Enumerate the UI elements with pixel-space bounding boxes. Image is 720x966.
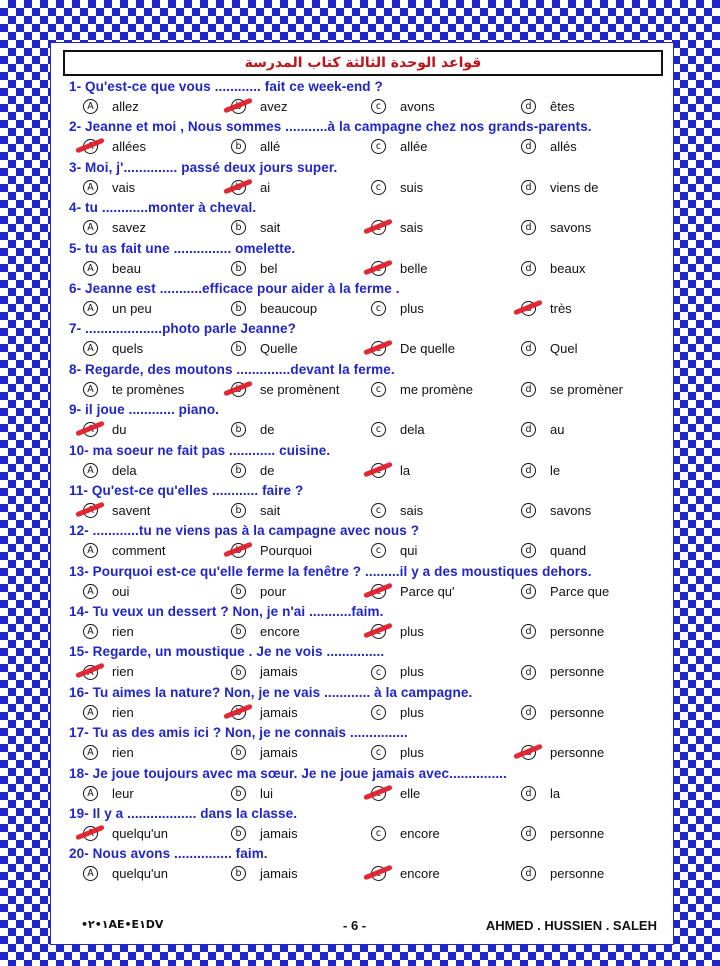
question-item bbox=[69, 158, 665, 198]
option-text: comment bbox=[112, 543, 166, 559]
question-stem: 5- tu as fait une ............... omelette. bbox=[69, 240, 296, 256]
answer-option[interactable] bbox=[521, 622, 604, 641]
option-letter-circle: A bbox=[83, 705, 98, 720]
answer-options bbox=[69, 783, 665, 804]
option-text: personne bbox=[550, 624, 605, 640]
option-letter-circle: A bbox=[83, 786, 98, 801]
option-letter-circle: d bbox=[521, 261, 536, 276]
option-text: plus bbox=[400, 745, 424, 761]
option-text: dela bbox=[400, 422, 425, 438]
answer-option[interactable] bbox=[521, 137, 577, 156]
answer-option[interactable] bbox=[371, 501, 423, 520]
option-letter-circle: c bbox=[371, 503, 386, 518]
option-text: Parce que bbox=[550, 583, 610, 599]
answer-options bbox=[69, 258, 665, 279]
question-item bbox=[69, 400, 665, 440]
answer-options bbox=[69, 863, 665, 884]
answer-options bbox=[69, 419, 665, 440]
option-letter-circle: d bbox=[521, 220, 536, 235]
option-text: ai bbox=[260, 179, 271, 195]
option-text: personne bbox=[550, 866, 605, 882]
worksheet-title: قواعد الوحدة الثالثة كتاب المدرسة bbox=[63, 50, 663, 76]
option-text: quelqu'un bbox=[112, 826, 168, 842]
option-text: lui bbox=[260, 785, 274, 801]
option-text: savons bbox=[550, 220, 592, 236]
question-item bbox=[69, 521, 665, 561]
answer-option[interactable] bbox=[231, 259, 277, 278]
option-text: jamais bbox=[260, 826, 298, 842]
answer-options bbox=[69, 338, 665, 359]
option-text: se promènent bbox=[260, 381, 340, 397]
answer-option[interactable] bbox=[231, 703, 298, 722]
option-text: de bbox=[260, 422, 275, 438]
answer-option[interactable] bbox=[371, 662, 424, 681]
option-letter-circle: c bbox=[371, 705, 386, 720]
option-text: Parce qu' bbox=[400, 583, 455, 599]
option-text: allez bbox=[112, 99, 139, 114]
option-text: avez bbox=[260, 99, 288, 114]
answer-option[interactable] bbox=[521, 339, 577, 358]
answer-option[interactable] bbox=[231, 218, 280, 237]
answer-option[interactable] bbox=[371, 137, 427, 156]
option-text: plus bbox=[400, 300, 424, 316]
answer-option[interactable] bbox=[521, 218, 591, 237]
answer-option[interactable] bbox=[231, 824, 298, 843]
option-text: se promèner bbox=[550, 381, 623, 397]
answer-options bbox=[69, 823, 665, 844]
option-letter-circle: A bbox=[83, 382, 98, 397]
question-stem: 17- Tu as des amis ici ? Non, je ne connais ............... bbox=[69, 725, 408, 741]
question-item bbox=[69, 562, 665, 602]
answer-option[interactable] bbox=[371, 743, 424, 762]
option-letter-circle: b bbox=[231, 786, 246, 801]
option-letter-circle: d bbox=[521, 503, 536, 518]
option-text: jamais bbox=[260, 704, 298, 720]
question-stem: 3- Moi, j'.............. passé deux jours super. bbox=[69, 159, 338, 175]
option-text: dela bbox=[112, 462, 137, 478]
answer-option[interactable] bbox=[83, 864, 168, 883]
option-text: qui bbox=[400, 543, 418, 559]
option-text: un peu bbox=[112, 300, 152, 316]
question-stem: 15- Regarde, un moustique . Je ne vois ............... bbox=[69, 644, 385, 660]
answer-option[interactable] bbox=[83, 299, 152, 318]
option-text: suis bbox=[400, 179, 424, 195]
question-item bbox=[69, 602, 665, 642]
option-text: du bbox=[112, 422, 127, 438]
option-letter-circle: c bbox=[371, 826, 386, 841]
author-name: AHMED . HUSSIEN . SALEH bbox=[485, 918, 657, 933]
answer-option[interactable] bbox=[521, 299, 572, 318]
question-item bbox=[69, 77, 665, 117]
option-letter-circle: c bbox=[371, 382, 386, 397]
option-letter-circle: b bbox=[231, 301, 246, 316]
question-item bbox=[69, 279, 665, 319]
answer-option[interactable] bbox=[371, 864, 440, 883]
option-letter-circle: d bbox=[521, 584, 536, 599]
option-letter-circle: d bbox=[521, 624, 536, 639]
option-text: jamais bbox=[260, 664, 298, 680]
answer-option[interactable] bbox=[521, 864, 604, 883]
option-letter-circle: A bbox=[83, 543, 98, 558]
option-text: allée bbox=[400, 139, 428, 155]
answer-option[interactable] bbox=[83, 582, 129, 601]
answer-option[interactable] bbox=[521, 259, 585, 278]
question-item bbox=[69, 642, 665, 682]
option-text: savons bbox=[550, 502, 592, 518]
option-letter-circle: b bbox=[231, 745, 246, 760]
answer-option[interactable] bbox=[83, 784, 134, 803]
option-letter-circle: d bbox=[521, 786, 536, 801]
answer-option[interactable] bbox=[83, 622, 134, 641]
answer-option[interactable] bbox=[371, 259, 427, 278]
option-letter-circle: d bbox=[521, 543, 536, 558]
option-letter-circle: A bbox=[83, 866, 98, 881]
answer-options bbox=[69, 661, 665, 682]
option-text: jamais bbox=[260, 745, 298, 761]
option-text: sais bbox=[400, 502, 424, 518]
option-text: jamais bbox=[260, 866, 298, 882]
option-text: allées bbox=[112, 139, 146, 155]
answer-option[interactable] bbox=[371, 339, 455, 358]
answer-option[interactable] bbox=[231, 864, 298, 883]
question-item bbox=[69, 844, 665, 884]
answer-option[interactable] bbox=[231, 420, 274, 439]
question-stem: 6- Jeanne est ...........efficace pour aider à la ferme . bbox=[69, 280, 400, 296]
option-letter-circle: A bbox=[83, 341, 98, 356]
question-stem: 18- Je joue toujours avec ma sœur. Je ne joue jamais avec............... bbox=[69, 765, 507, 781]
option-text: encore bbox=[400, 866, 440, 882]
option-text: rien bbox=[112, 745, 134, 761]
question-item bbox=[69, 481, 665, 521]
answer-option[interactable] bbox=[371, 299, 424, 318]
option-text: beaux bbox=[550, 260, 586, 276]
option-letter-circle: A bbox=[83, 463, 98, 478]
option-letter-circle: b bbox=[231, 826, 246, 841]
question-stem: 12- ............tu ne viens pas à la campagne avec nous ? bbox=[69, 523, 420, 539]
answer-option[interactable] bbox=[521, 824, 604, 843]
option-text: êtes bbox=[550, 99, 575, 114]
option-letter-circle: c bbox=[371, 301, 386, 316]
answer-options bbox=[69, 96, 665, 117]
answer-option[interactable] bbox=[371, 703, 424, 722]
question-item bbox=[69, 117, 665, 157]
option-text: te promènes bbox=[112, 381, 185, 397]
answer-option[interactable] bbox=[521, 582, 609, 601]
option-letter-circle: b bbox=[231, 422, 246, 437]
option-text: personne bbox=[550, 664, 605, 680]
option-letter-circle: b bbox=[231, 341, 246, 356]
answer-option[interactable] bbox=[83, 259, 141, 278]
answer-option[interactable] bbox=[371, 784, 420, 803]
option-text: quelqu'un bbox=[112, 866, 168, 882]
answer-option[interactable] bbox=[231, 461, 274, 480]
option-letter-circle: c bbox=[371, 422, 386, 437]
option-letter-circle: A bbox=[83, 220, 98, 235]
option-letter-circle: d bbox=[521, 382, 536, 397]
option-text: la bbox=[400, 462, 411, 478]
answer-options bbox=[69, 500, 665, 521]
question-stem: 19- Il y a .................. dans la classe. bbox=[69, 806, 298, 822]
option-letter-circle: d bbox=[521, 665, 536, 680]
option-letter-circle: d bbox=[521, 463, 536, 478]
option-text: la bbox=[550, 785, 561, 801]
answer-option[interactable] bbox=[231, 339, 298, 358]
question-item bbox=[69, 360, 665, 400]
option-text: savez bbox=[112, 220, 146, 236]
question-stem: 2- Jeanne et moi , Nous sommes ...........à la campagne chez nos grands-parents. bbox=[69, 119, 592, 135]
answer-option[interactable] bbox=[521, 178, 598, 197]
option-text: personne bbox=[550, 745, 605, 761]
option-text: encore bbox=[400, 826, 440, 842]
option-text: belle bbox=[400, 260, 428, 276]
question-stem: 4- tu ............monter à cheval. bbox=[69, 200, 257, 216]
option-letter-circle: b bbox=[231, 220, 246, 235]
option-letter-circle: b bbox=[231, 503, 246, 518]
option-text: De quelle bbox=[400, 341, 455, 357]
option-text: allé bbox=[260, 139, 281, 155]
option-text: très bbox=[550, 300, 572, 316]
option-text: viens de bbox=[550, 179, 599, 195]
question-stem: 16- Tu aimes la nature? Non, je ne vais ............ à la campagne. bbox=[69, 684, 473, 700]
option-letter-circle: b bbox=[231, 624, 246, 639]
question-stem: 8- Regarde, des moutons ..............devant la ferme. bbox=[69, 361, 395, 377]
option-text: beaucoup bbox=[260, 300, 318, 316]
answer-option[interactable] bbox=[83, 461, 137, 480]
option-letter-circle: A bbox=[83, 584, 98, 599]
option-text: vais bbox=[112, 179, 136, 195]
answer-option[interactable] bbox=[371, 622, 424, 641]
option-text: beau bbox=[112, 260, 141, 276]
option-letter-circle: d bbox=[521, 139, 536, 154]
answer-option[interactable] bbox=[371, 380, 473, 399]
option-letter-circle: A bbox=[83, 99, 98, 114]
option-letter-circle: b bbox=[231, 866, 246, 881]
option-text: plus bbox=[400, 704, 424, 720]
answer-options bbox=[69, 702, 665, 723]
option-letter-circle: c bbox=[371, 180, 386, 195]
answer-option[interactable] bbox=[521, 461, 560, 480]
question-item bbox=[69, 723, 665, 763]
answer-option[interactable] bbox=[521, 743, 604, 762]
answer-option[interactable] bbox=[521, 380, 623, 399]
question-stem: 7- ....................photo parle Jeanne? bbox=[69, 321, 296, 337]
option-text: rien bbox=[112, 664, 134, 680]
answer-option[interactable] bbox=[231, 582, 286, 601]
answer-option[interactable] bbox=[83, 97, 139, 116]
worksheet-page bbox=[50, 42, 674, 945]
answer-option[interactable] bbox=[521, 784, 560, 803]
answer-option[interactable] bbox=[83, 824, 168, 843]
answer-option[interactable] bbox=[521, 501, 591, 520]
answer-option[interactable] bbox=[231, 541, 312, 560]
option-text: rien bbox=[112, 624, 134, 640]
answer-option[interactable] bbox=[231, 662, 298, 681]
answer-option[interactable] bbox=[371, 461, 410, 480]
question-item bbox=[69, 319, 665, 359]
option-text: me promène bbox=[400, 381, 473, 397]
answer-option[interactable] bbox=[371, 824, 440, 843]
option-text: savent bbox=[112, 502, 151, 518]
option-letter-circle: d bbox=[521, 180, 536, 195]
option-text: plus bbox=[400, 624, 424, 640]
option-letter-circle: c bbox=[371, 745, 386, 760]
option-text: rien bbox=[112, 704, 134, 720]
option-text: plus bbox=[400, 664, 424, 680]
page-number: - 6 - bbox=[343, 918, 367, 933]
option-text: sait bbox=[260, 502, 281, 518]
answer-option[interactable] bbox=[83, 501, 150, 520]
option-text: allés bbox=[550, 139, 577, 155]
option-letter-circle: A bbox=[83, 745, 98, 760]
answer-option[interactable] bbox=[231, 299, 317, 318]
question-item bbox=[69, 804, 665, 844]
footer-code: •١•٢AE•E١DV bbox=[81, 918, 164, 931]
answer-option[interactable] bbox=[83, 662, 134, 681]
answer-option[interactable] bbox=[371, 218, 423, 237]
answer-option[interactable] bbox=[521, 420, 564, 439]
answer-option[interactable] bbox=[83, 137, 146, 156]
option-text: leur bbox=[112, 785, 134, 801]
option-text: encore bbox=[260, 624, 300, 640]
answer-option[interactable] bbox=[231, 380, 340, 399]
option-letter-circle: d bbox=[521, 422, 536, 437]
answer-option[interactable] bbox=[83, 541, 165, 560]
option-text: sait bbox=[260, 220, 281, 236]
answer-options bbox=[69, 742, 665, 763]
option-text: de bbox=[260, 462, 275, 478]
answer-option[interactable] bbox=[521, 97, 575, 116]
option-letter-circle: d bbox=[521, 826, 536, 841]
option-letter-circle: b bbox=[231, 463, 246, 478]
question-stem: 13- Pourquoi est-ce qu'elle ferme la fenêtre ? .........il y a des moustiques dehors. bbox=[69, 563, 592, 579]
answer-option[interactable] bbox=[231, 501, 280, 520]
option-letter-circle: A bbox=[83, 301, 98, 316]
option-text: pour bbox=[260, 583, 287, 599]
option-text: quels bbox=[112, 341, 144, 357]
answer-options bbox=[69, 460, 665, 481]
answer-option[interactable] bbox=[521, 541, 586, 560]
answer-option[interactable] bbox=[371, 420, 425, 439]
question-stem: 9- il joue ............ piano. bbox=[69, 402, 220, 418]
answer-option[interactable] bbox=[83, 703, 134, 722]
question-list bbox=[69, 77, 665, 885]
option-text: au bbox=[550, 422, 565, 438]
question-item bbox=[69, 441, 665, 481]
question-stem: 1- Qu'est-ce que vous ............ fait ce week-end ? bbox=[69, 79, 383, 94]
answer-option[interactable] bbox=[371, 582, 455, 601]
question-stem: 14- Tu veux un dessert ? Non, je n'ai ...........faim. bbox=[69, 604, 384, 620]
option-letter-circle: b bbox=[231, 139, 246, 154]
option-text: sais bbox=[400, 220, 424, 236]
option-text: Pourquoi bbox=[260, 543, 313, 559]
option-letter-circle: A bbox=[83, 261, 98, 276]
option-text: bel bbox=[260, 260, 278, 276]
option-letter-circle: d bbox=[521, 866, 536, 881]
option-text: Quel bbox=[550, 341, 578, 357]
question-stem: 20- Nous avons ............... faim. bbox=[69, 846, 268, 862]
answer-option[interactable] bbox=[521, 662, 604, 681]
question-item bbox=[69, 198, 665, 238]
option-letter-circle: d bbox=[521, 99, 536, 114]
answer-options bbox=[69, 298, 665, 319]
answer-options bbox=[69, 177, 665, 198]
option-text: le bbox=[550, 462, 561, 478]
option-text: elle bbox=[400, 785, 421, 801]
option-text: avons bbox=[400, 99, 435, 114]
option-letter-circle: d bbox=[521, 705, 536, 720]
answer-option[interactable] bbox=[231, 97, 287, 116]
answer-option[interactable] bbox=[371, 178, 423, 197]
option-letter-circle: c bbox=[371, 99, 386, 114]
option-text: oui bbox=[112, 583, 130, 599]
option-letter-circle: b bbox=[231, 261, 246, 276]
answer-option[interactable] bbox=[83, 420, 126, 439]
option-text: quand bbox=[550, 543, 587, 559]
question-stem: 10- ma soeur ne fait pas ............ cuisine. bbox=[69, 442, 331, 458]
answer-option[interactable] bbox=[371, 541, 417, 560]
answer-option[interactable] bbox=[83, 218, 146, 237]
answer-option[interactable] bbox=[231, 137, 280, 156]
answer-options bbox=[69, 540, 665, 561]
answer-option[interactable] bbox=[231, 622, 300, 641]
option-text: personne bbox=[550, 826, 605, 842]
page-footer bbox=[81, 918, 657, 938]
question-item bbox=[69, 764, 665, 804]
answer-option[interactable] bbox=[231, 743, 298, 762]
answer-options bbox=[69, 379, 665, 400]
answer-option[interactable] bbox=[83, 339, 143, 358]
answer-options bbox=[69, 217, 665, 238]
question-stem: 11- Qu'est-ce qu'elles ............ faire ? bbox=[69, 482, 304, 498]
option-text: personne bbox=[550, 704, 605, 720]
answer-option[interactable] bbox=[371, 97, 435, 116]
answer-option[interactable] bbox=[521, 703, 604, 722]
option-letter-circle: c bbox=[371, 139, 386, 154]
option-letter-circle: c bbox=[371, 543, 386, 558]
option-letter-circle: A bbox=[83, 180, 98, 195]
answer-options bbox=[69, 621, 665, 642]
answer-options bbox=[69, 581, 665, 602]
question-item bbox=[69, 239, 665, 279]
answer-options bbox=[69, 136, 665, 157]
option-letter-circle: d bbox=[521, 341, 536, 356]
option-letter-circle: c bbox=[371, 665, 386, 680]
answer-option[interactable] bbox=[83, 743, 134, 762]
option-letter-circle: A bbox=[83, 624, 98, 639]
option-letter-circle: b bbox=[231, 665, 246, 680]
answer-option[interactable] bbox=[231, 178, 270, 197]
answer-option[interactable] bbox=[83, 178, 135, 197]
option-text: Quelle bbox=[260, 341, 298, 357]
question-item bbox=[69, 683, 665, 723]
option-letter-circle: b bbox=[231, 584, 246, 599]
answer-option[interactable] bbox=[83, 380, 184, 399]
answer-option[interactable] bbox=[231, 784, 273, 803]
